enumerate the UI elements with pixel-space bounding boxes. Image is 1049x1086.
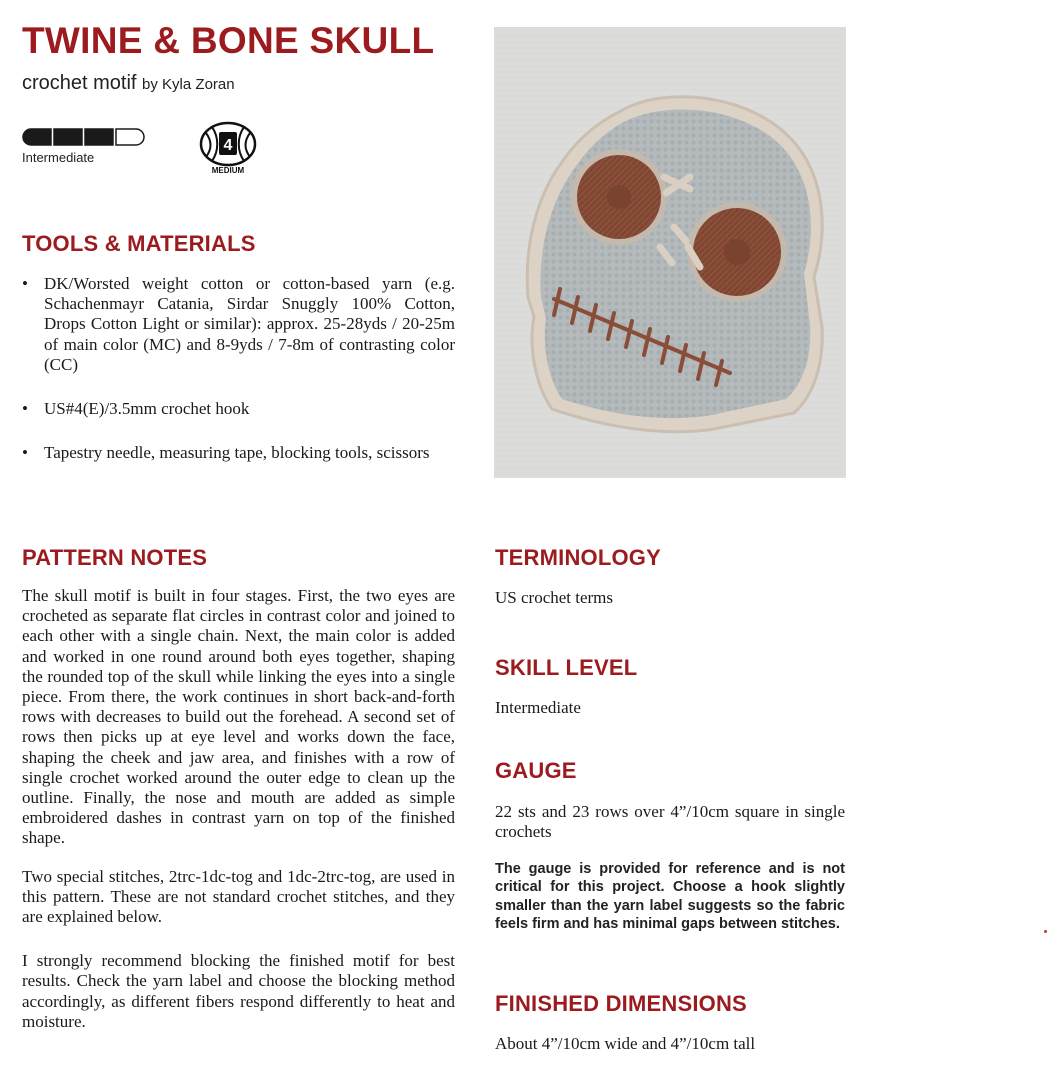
list-item: • DK/Worsted weight cotton or cotton-based yarn (e.g. Schachenmayr Catania, Sirdar Snuggly 100% Cotton, Drops Cotton Light or similar): approx. 25-28yds / 20-25m of main color (MC) and 8-9yds / 7-8m of contrasting color (CC)	[22, 274, 455, 375]
gauge-heading: GAUGE	[495, 758, 577, 783]
skull-motif-photo	[494, 27, 846, 478]
pattern-notes-heading: PATTERN NOTES	[22, 545, 208, 570]
subtitle-text: crochet motif	[22, 72, 137, 94]
yarn-weight-number: 4	[223, 137, 233, 154]
skill-badge-label: Intermediate	[22, 150, 95, 165]
skill-segment-filled	[85, 129, 113, 145]
skill-level-bar-icon	[22, 128, 148, 146]
yarn-weight-label: MEDIUM	[211, 166, 245, 175]
pattern-notes	[22, 586, 455, 1032]
skill-level-text: Intermediate	[495, 698, 581, 717]
yarn-weight-icon	[198, 121, 258, 177]
notes-paragraph: The skull motif is built in four stages. First, the two eyes are crocheted as separate flat circles in contrast color and joined to each other with a single chain. Next, the main color is added and worked in one round around both eyes together, shaping the rounded top of the skull while linking the eyes into a single piece. From there, the work continues in short back-and-forth rows with decreases to build out the forehead. A second set of rows then picks up at eye level and works down the face, shaping the cheek and jaw area, and finishes with a row of single crochet worked around the outer edge to clean up the outline. Finally, the nose and mouth are added as simple embroidered dashes in contrast yarn on top of the finished shape.	[22, 586, 455, 848]
list-item: • US#4(E)/3.5mm crochet hook	[22, 399, 455, 419]
tools-heading: TOOLS & MATERIALS	[22, 231, 256, 256]
skill-level-heading: SKILL LEVEL	[495, 655, 638, 680]
notes-paragraph: Two special stitches, 2trc-1dc-tog and 1dc-2trc-tog, are used in this pattern. These are not standard crochet stitches, and they are explained below.	[22, 866, 455, 927]
skill-segment-empty	[116, 129, 144, 145]
materials-list	[22, 274, 455, 487]
gauge-text: 22 sts and 23 rows over 4”/10cm square in single crochets	[495, 802, 845, 842]
subtitle	[22, 72, 235, 95]
stray-mark	[1044, 930, 1047, 933]
finished-dimensions-text: About 4”/10cm wide and 4”/10cm tall	[495, 1034, 756, 1053]
finished-dimensions-heading: FINISHED DIMENSIONS	[495, 991, 747, 1016]
terminology-text: US crochet terms	[495, 588, 614, 607]
gauge-note: The gauge is provided for reference and is not critical for this project. Choose a hook slightly smaller than the yarn label suggests so the fabric feels firm and has minimal gaps between stitches.	[495, 861, 845, 932]
notes-paragraph: I strongly recommend blocking the finished motif for best results. Check the yarn label and choose the blocking method accordingly, as different fibers respond differently to heat and moisture.	[22, 951, 455, 1031]
author-byline: by Kyla Zoran	[142, 76, 235, 93]
skill-segment-filled	[23, 129, 51, 145]
list-item: • Tapestry needle, measuring tape, blocking tools, scissors	[22, 443, 455, 463]
page-title: TWINE & BONE SKULL	[22, 20, 435, 61]
terminology-heading: TERMINOLOGY	[495, 545, 661, 570]
skill-segment-filled	[54, 129, 82, 145]
